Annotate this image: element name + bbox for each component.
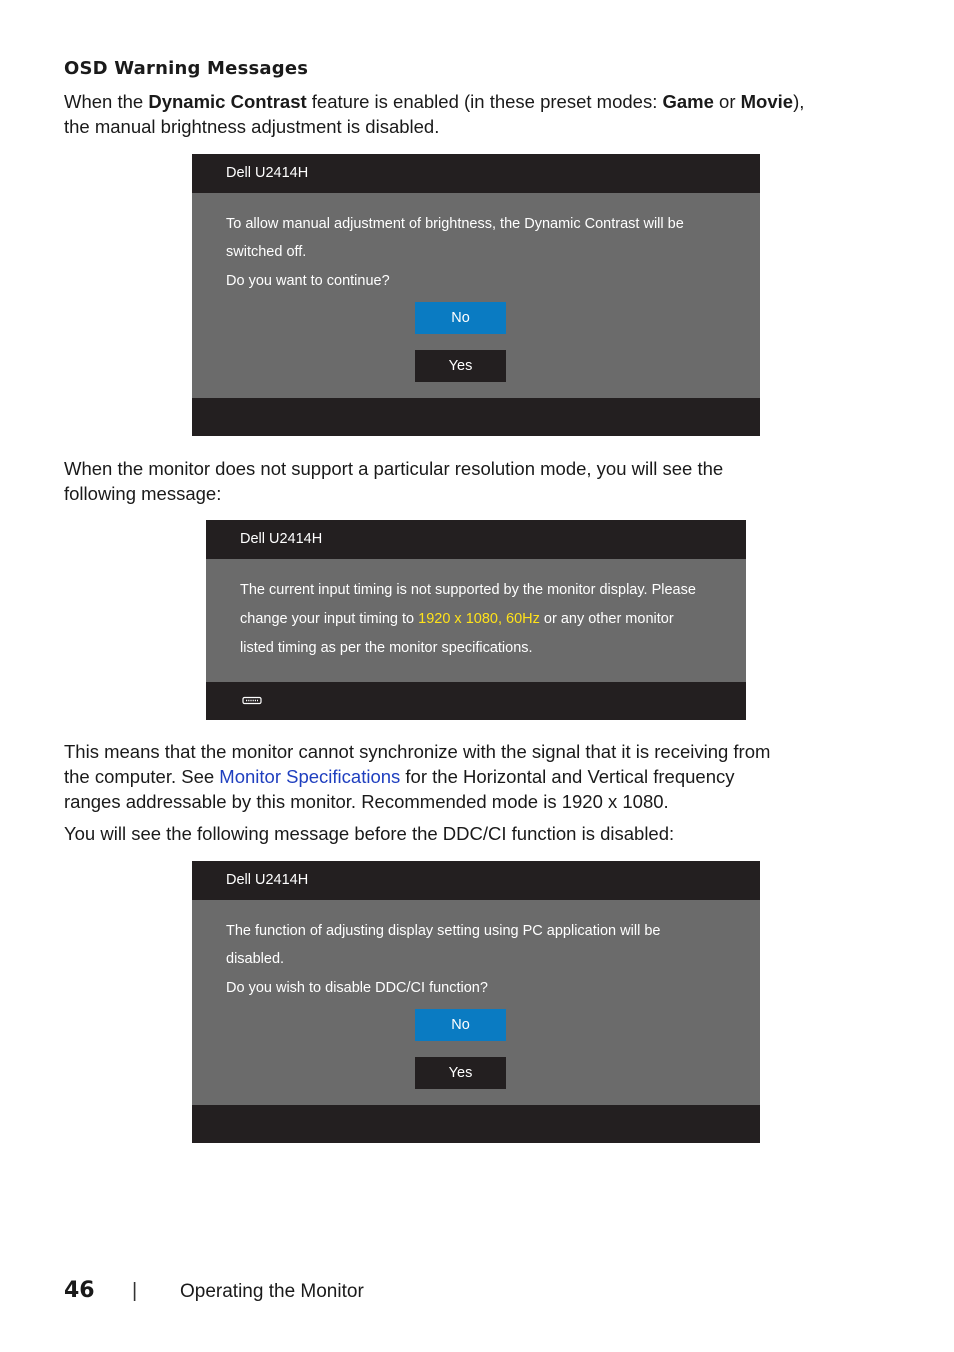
para-bold-movie: Movie — [740, 91, 794, 112]
resolution-paragraph — [64, 456, 894, 506]
osd-text-part: or any other monitor — [539, 611, 674, 627]
para-bold-dynamic-contrast: Dynamic Contrast — [148, 91, 307, 112]
connector-icon — [242, 696, 262, 706]
footer-separator: | — [132, 1280, 138, 1302]
recommended-timing: 1920 x 1080, 60Hz — [418, 611, 540, 627]
para-text: When the — [64, 91, 149, 112]
no-button[interactable]: No — [415, 302, 506, 334]
para-text: ranges addressable by this monitor. Recommended mode is 1920 x 1080. — [64, 791, 669, 812]
para-text: ), — [793, 91, 805, 112]
yes-button[interactable]: Yes — [415, 350, 506, 382]
osd-message — [240, 576, 730, 663]
osd-dialog-timing — [206, 520, 746, 720]
para-text: the computer. See — [64, 766, 220, 787]
para-bold-game: Game — [662, 91, 714, 112]
osd-dialog-brightness — [192, 154, 760, 436]
osd-footer-bar — [206, 682, 746, 720]
footer-section-title: Operating the Monitor — [180, 1281, 364, 1302]
para-text: or — [713, 91, 741, 112]
osd-message-line: listed timing as per the monitor specifications. — [240, 640, 533, 656]
para-text: the manual brightness adjustment is disabled. — [64, 116, 440, 137]
osd-dialog-ddcci — [192, 861, 760, 1143]
osd-message-line: The function of adjusting display setting using PC application will be — [226, 923, 661, 939]
osd-title-bar — [206, 520, 746, 559]
osd-message-line: The current input timing is not supported by the monitor display. Please — [240, 582, 696, 598]
osd-footer-bar — [192, 398, 760, 436]
osd-title-bar — [192, 154, 760, 193]
yes-button[interactable]: Yes — [415, 1057, 506, 1089]
para-text: following message: — [64, 483, 222, 504]
osd-message-line: disabled. — [226, 951, 285, 967]
no-button[interactable]: No — [415, 1009, 506, 1041]
para-text: This means that the monitor cannot synchronize with the signal that it is receiving from — [64, 741, 771, 762]
monitor-specifications-link[interactable]: Monitor Specifications — [219, 766, 401, 787]
osd-title: Dell U2414H — [226, 165, 309, 181]
osd-footer-bar — [192, 1105, 760, 1143]
osd-question: Do you wish to disable DDC/CI function? — [226, 980, 488, 996]
osd-question: Do you want to continue? — [226, 273, 390, 289]
page-number: 46 — [64, 1278, 95, 1303]
section-heading: OSD Warning Messages — [64, 58, 309, 79]
para-text: for the Horizontal and Vertical frequency — [400, 766, 735, 787]
osd-message-line: To allow manual adjustment of brightness, the Dynamic Contrast will be — [226, 216, 684, 232]
ddcci-paragraph: You will see the following message before the DDC/CI function is disabled: — [64, 823, 675, 844]
sync-paragraph — [64, 739, 894, 814]
osd-message — [226, 917, 716, 1002]
osd-message-line: switched off. — [226, 244, 307, 260]
osd-message-line — [240, 605, 730, 634]
osd-message — [226, 210, 716, 295]
osd-text-part: change your input timing to — [240, 611, 419, 627]
osd-title: Dell U2414H — [226, 872, 309, 888]
para-text: When the monitor does not support a particular resolution mode, you will see the — [64, 458, 724, 479]
intro-paragraph — [64, 89, 894, 139]
osd-title-bar — [192, 861, 760, 900]
osd-title: Dell U2414H — [240, 531, 323, 547]
para-text: feature is enabled (in these preset modes: — [306, 91, 663, 112]
